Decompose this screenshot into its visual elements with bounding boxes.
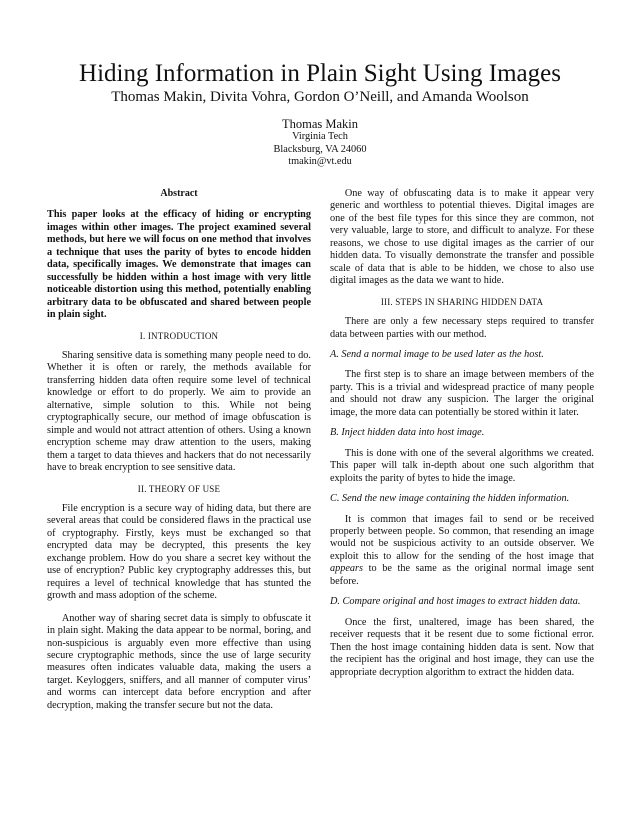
abstract-heading: Abstract <box>160 188 198 199</box>
subsection-b-heading: B. Inject hidden data into host image. <box>330 427 485 439</box>
affiliation-email: tmakin@vt.edu <box>288 156 352 167</box>
left-column <box>47 188 311 712</box>
affiliation-org: Virginia Tech <box>292 131 348 142</box>
subsection-c-emphasis: appears <box>330 563 364 575</box>
theory-paragraph-1: File encryption is a secure way of hiding data, but there are several areas that could be considered flaws in the practical use of cryptography. Firstly, keys must be exchanged so that encrypted data may be decrypted, this presents the key exchange problem. How do you share a secret key without the use of encryption? Public key cryptography addresses this, but requires a level of technical knowledge that has stunted the growth and mass adoption of the scheme. <box>47 502 311 602</box>
theory-paragraph-2: Another way of sharing secret data is simply to obfuscate it in plain sight. Making the data appear to be normal, boring, and non-suspicious is arguably even more effective than using secure cryptographic methods, since the use of large security measures often indicates valuable data, making the users a target. Keyloggers, sniffers, and all manner of computer virus’ and worms can intercept data before encryption and after decryption, making the transfer secure but not the data. <box>47 612 311 711</box>
subsection-d-heading: D. Compare original and host images to extract hidden data. <box>330 596 581 608</box>
affiliation-block <box>0 117 640 169</box>
subsection-a-heading: A. Send a normal image to be used later as the host. <box>330 348 544 360</box>
subsection-c-heading: C. Send the new image containing the hidden information. <box>330 493 570 505</box>
subsection-b-body: This is done with one of the several algorithms we created. This paper will talk in-depth about one such algorithm that exploits the parity of bytes to hide the image. <box>330 447 594 484</box>
section-heading-steps: III. STEPS IN SHARING HIDDEN DATA <box>380 296 544 307</box>
subsection-c-text-2: to be the same as the original normal image sent before. <box>330 563 594 587</box>
subsection-d-body: Once the first, unaltered, image has been shared, the receiver requests that it be resent due to some fictional error. Then the host image containing hidden data is sent. Now that the recipient has the original and host image, they can use the appropriate decryption algorithm to extract the hidden data. <box>330 616 594 678</box>
right-column <box>330 188 594 679</box>
author-list: Thomas Makin, Divita Vohra, Gordon O’Neill, and Amanda Woolson <box>111 89 529 105</box>
affiliation-name: Thomas Makin <box>281 117 359 131</box>
theory-paragraph-3: One way of obfuscating data is to make it appear very generic and worthless to potential thieves. Digital images are one of the best file types for this since they are common, not very valuable, large to store, and difficult to analyze. For these reasons, we chose to use digital images as the carrier of our hidden data. To visually demonstrate the transfer and possible scale of data that is able to be hidden, we chose to also use digital images as the data we want to hide. <box>330 188 594 287</box>
subsection-a-body: The first step is to share an image between members of the party. This is a trivial and widespread practice of many people and should not draw any suspicion. The larger the original image, the more data can potentially be stored within it later. <box>330 369 594 418</box>
abstract-body: This paper looks at the efficacy of hiding or encrypting images within other images. The project examined several methods, but here we will focus on one method that involves a technique that uses the parity of bytes to encode hidden data, specifically images. We demonstrate that images can successfully be hidden within a host image with very little noticeable distortion using this method, potentially enabling arbitrary data to be obfuscated and shared between people in plain sight. <box>47 209 311 321</box>
subsection-c-text-1: It is common that images fail to send or be received properly between people. So common, that resending an image would not be suspicious activity to an outside observer. We exploit this to allow for the sending of the host image that <box>330 513 594 562</box>
section-heading-theory: II. THEORY OF USE <box>137 483 221 494</box>
paper-title: Hiding Information in Plain Sight Using Images <box>79 60 561 87</box>
subsection-c-body <box>330 514 594 589</box>
section-heading-introduction: I. INTRODUCTION <box>139 330 219 341</box>
affiliation-city: Blacksburg, VA 24060 <box>273 143 367 155</box>
steps-intro-paragraph: There are only a few necessary steps required to transfer data between parties with our method. <box>330 316 594 340</box>
intro-paragraph: Sharing sensitive data is something many people need to do. Whether it is often or rarely, the methods available for transferring hidden data often require some level of technical knowledge or effort to do properly. We aim to provide an alternative, simple solution to this. While not being cryptographically secure, our method of image obfuscation is simple and would not attract attention of others. Using a known encryption scheme may draw attention to the users, making them a target to data thieves and hackers that do not necessarily have to break encryption to see sensitive data. <box>47 349 311 474</box>
